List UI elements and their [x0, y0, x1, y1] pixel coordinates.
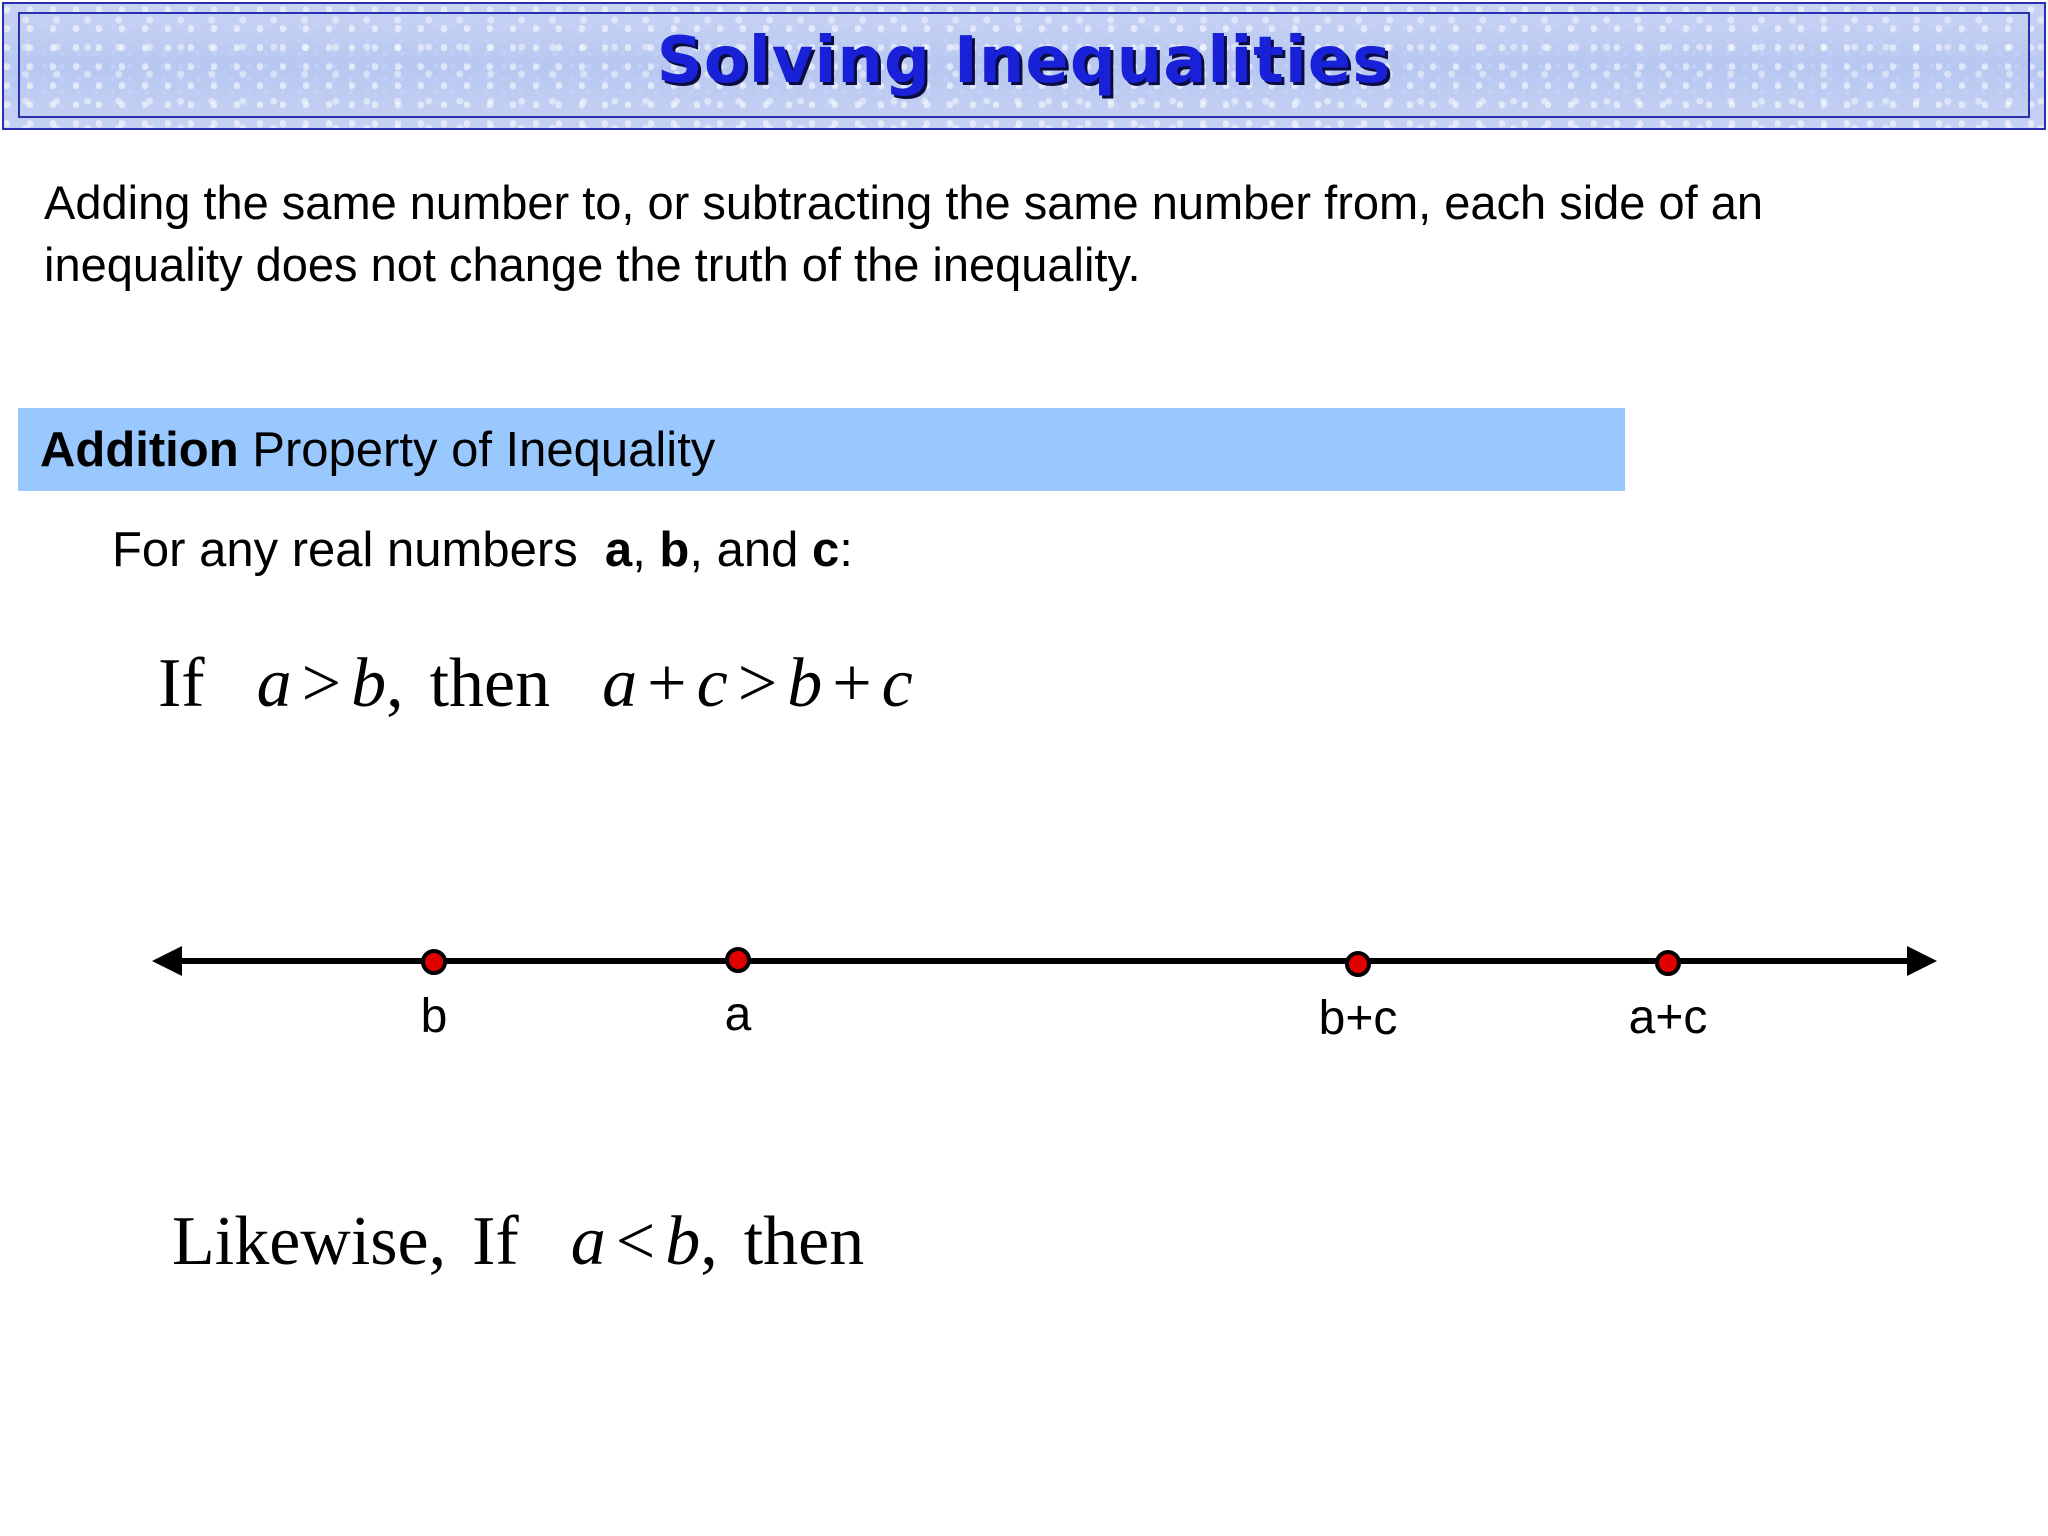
for-any-suffix: : — [839, 523, 853, 577]
label-a: a — [724, 988, 752, 1041]
less-than-symbol: < — [615, 1203, 656, 1280]
point-a-plus-c — [1657, 952, 1679, 974]
property-header-bar — [18, 408, 1625, 491]
var-b: b — [659, 523, 690, 577]
label-a-plus-c: a+c — [1628, 991, 1708, 1044]
for-any-statement — [112, 520, 853, 580]
likewise-a: a — [570, 1203, 606, 1280]
likewise-formula — [172, 1202, 864, 1282]
var-c: c — [811, 523, 840, 577]
label-b: b — [420, 990, 448, 1043]
intro-paragraph — [44, 172, 2004, 296]
plus-symbol: + — [647, 645, 687, 722]
property-rest: Property of Inequality — [238, 423, 716, 477]
rule-a: a — [256, 645, 292, 722]
label-b-plus-c: b+c — [1318, 992, 1398, 1045]
rule-c: c — [696, 645, 728, 722]
likewise-if-word: If — [472, 1203, 519, 1280]
slide-title: Solving Inequalities — [656, 24, 1392, 98]
then-word: then — [429, 645, 551, 722]
for-any-sep2: , and — [689, 523, 812, 577]
for-any-prefix: For any real numbers — [112, 523, 605, 577]
likewise-then-word: then — [743, 1203, 865, 1280]
rule-b: b — [351, 645, 387, 722]
intro-line-1: Adding the same number to, or subtracting the same number from, each side of an — [44, 176, 1764, 229]
rule-a-plus: a — [602, 645, 638, 722]
title-banner — [2, 2, 2046, 130]
plus-symbol-2: + — [832, 645, 872, 722]
left-arrow-icon — [152, 946, 182, 976]
likewise-comma: , — [700, 1203, 718, 1280]
if-word: If — [158, 645, 205, 722]
intro-line-2: inequality does not change the truth of the inequality. — [44, 238, 1141, 291]
for-any-sep1: , — [632, 523, 660, 577]
greater-than-symbol-2: > — [737, 645, 778, 722]
addition-rule-formula — [158, 644, 913, 724]
rule-c-2: c — [881, 645, 913, 722]
likewise-word: Likewise, — [172, 1203, 447, 1280]
greater-than-symbol: > — [301, 645, 342, 722]
var-a: a — [604, 523, 633, 577]
point-a — [727, 949, 749, 971]
property-bold-word: Addition — [40, 423, 239, 477]
point-b-plus-c — [1347, 953, 1369, 975]
property-title — [40, 422, 715, 478]
rule-b-plus: b — [787, 645, 823, 722]
right-arrow-icon — [1907, 946, 1937, 976]
point-b — [423, 951, 445, 973]
rule-comma: , — [386, 645, 404, 722]
likewise-b: b — [665, 1203, 701, 1280]
